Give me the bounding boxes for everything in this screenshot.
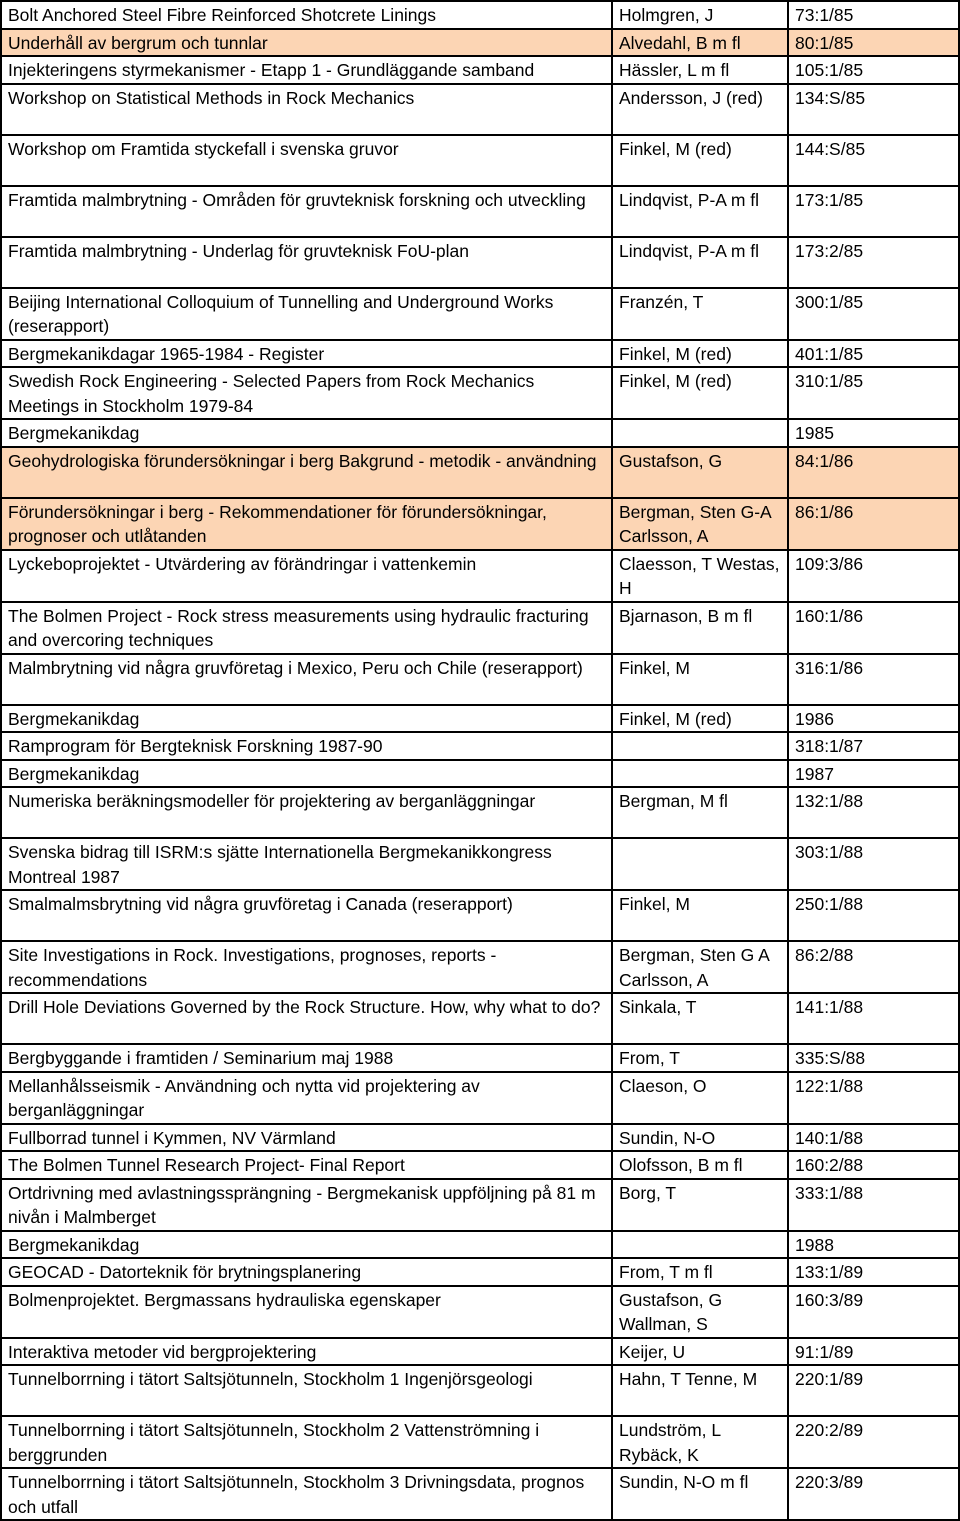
report-number-cell: 73:1/85	[788, 1, 959, 29]
report-title-cell: Tunnelborrning i tätort Saltsjötunneln, Stockholm 1 Ingenjörsgeologi	[1, 1365, 612, 1416]
report-title-cell: Smalmalmsbrytning vid några gruvföretag i Canada (reserapport)	[1, 890, 612, 941]
report-number-cell: 86:1/86	[788, 498, 959, 550]
report-title-cell: Ramprogram för Bergteknisk Forskning 1987-90	[1, 732, 612, 760]
report-number-cell: 105:1/85	[788, 56, 959, 84]
report-title-cell: Swedish Rock Engineering - Selected Papers from Rock Mechanics Meetings in Stockholm 1979-84	[1, 367, 612, 419]
report-title-cell: Bergbyggande i framtiden / Seminarium maj 1988	[1, 1044, 612, 1072]
table-row	[1, 340, 959, 368]
report-number-cell: 250:1/88	[788, 890, 959, 941]
report-number-cell: 141:1/88	[788, 993, 959, 1044]
report-number-cell: 84:1/86	[788, 447, 959, 498]
table-row	[1, 84, 959, 135]
report-author-cell: Finkel, M (red)	[612, 340, 788, 368]
report-number-cell: 335:S/88	[788, 1044, 959, 1072]
report-title-cell: Mellanhålsseismik - Användning och nytta vid projektering av berganläggningar	[1, 1072, 612, 1124]
report-number-cell: 109:3/86	[788, 550, 959, 602]
report-number-cell: 316:1/86	[788, 654, 959, 705]
report-author-cell: Claesson, T Westas, H	[612, 550, 788, 602]
report-number-cell: 91:1/89	[788, 1338, 959, 1366]
table-row	[1, 1, 959, 29]
report-title-cell: Geohydrologiska förundersökningar i berg Bakgrund - metodik - användning	[1, 447, 612, 498]
report-title-cell: Bolt Anchored Steel Fibre Reinforced Shotcrete Linings	[1, 1, 612, 29]
report-number-cell: 173:2/85	[788, 237, 959, 288]
table-row	[1, 1124, 959, 1152]
report-number-cell: 86:2/88	[788, 941, 959, 993]
report-number-cell: 80:1/85	[788, 29, 959, 57]
report-number-cell: 160:3/89	[788, 1286, 959, 1338]
table-row	[1, 419, 959, 447]
report-author-cell: Hässler, L m fl	[612, 56, 788, 84]
report-title-cell: Framtida malmbrytning - Områden för gruvteknisk forskning och utveckling	[1, 186, 612, 237]
report-number-cell: 160:2/88	[788, 1151, 959, 1179]
report-author-cell: Borg, T	[612, 1179, 788, 1231]
table-row	[1, 135, 959, 186]
report-title-cell: Bergmekanikdag	[1, 1231, 612, 1259]
report-author-cell: Finkel, M (red)	[612, 367, 788, 419]
report-author-cell	[612, 838, 788, 890]
report-author-cell	[612, 1231, 788, 1259]
table-row	[1, 1179, 959, 1231]
report-number-cell: 133:1/89	[788, 1258, 959, 1286]
report-number-cell: 173:1/85	[788, 186, 959, 237]
report-author-cell: Lindqvist, P-A m fl	[612, 237, 788, 288]
report-author-cell: Hahn, T Tenne, M	[612, 1365, 788, 1416]
report-author-cell: Sundin, N-O	[612, 1124, 788, 1152]
report-title-cell: The Bolmen Tunnel Research Project- Final Report	[1, 1151, 612, 1179]
table-row	[1, 1044, 959, 1072]
report-author-cell: Bjarnason, B m fl	[612, 602, 788, 654]
table-row	[1, 890, 959, 941]
report-author-cell: Sinkala, T	[612, 993, 788, 1044]
report-title-cell: Bergmekanikdag	[1, 760, 612, 788]
report-list-body	[1, 1, 959, 1520]
table-row	[1, 602, 959, 654]
report-title-cell: Bergmekanikdag	[1, 419, 612, 447]
report-title-cell: Site Investigations in Rock. Investigations, prognoses, reports - recommendations	[1, 941, 612, 993]
report-title-cell: Drill Hole Deviations Governed by the Rock Structure. How, why what to do?	[1, 993, 612, 1044]
report-title-cell: Underhåll av bergrum och tunnlar	[1, 29, 612, 57]
report-number-cell: 1988	[788, 1231, 959, 1259]
report-title-cell: Injekteringens styrmekanismer - Etapp 1 - Grundläggande samband	[1, 56, 612, 84]
report-title-cell: The Bolmen Project - Rock stress measurements using hydraulic fracturing and overcoring techniques	[1, 602, 612, 654]
table-row	[1, 1416, 959, 1468]
report-number-cell: 310:1/85	[788, 367, 959, 419]
table-row	[1, 705, 959, 733]
report-number-cell: 122:1/88	[788, 1072, 959, 1124]
table-row	[1, 1286, 959, 1338]
report-author-cell: Bergman, M fl	[612, 787, 788, 838]
report-number-cell: 144:S/85	[788, 135, 959, 186]
report-author-cell: Finkel, M (red)	[612, 135, 788, 186]
table-row	[1, 498, 959, 550]
report-author-cell: Gustafson, G	[612, 447, 788, 498]
report-number-cell: 134:S/85	[788, 84, 959, 135]
table-row	[1, 1231, 959, 1259]
report-number-cell: 300:1/85	[788, 288, 959, 340]
table-row	[1, 447, 959, 498]
report-number-cell: 303:1/88	[788, 838, 959, 890]
report-number-cell: 132:1/88	[788, 787, 959, 838]
report-author-cell: Finkel, M	[612, 654, 788, 705]
report-title-cell: Beijing International Colloquium of Tunnelling and Underground Works (reserapport)	[1, 288, 612, 340]
report-title-cell: Lyckeboprojektet - Utvärdering av förändringar i vattenkemin	[1, 550, 612, 602]
report-title-cell: Ortdrivning med avlastningssprängning - Bergmekanisk uppföljning på 81 m nivån i Malmberget	[1, 1179, 612, 1231]
report-author-cell: From, T	[612, 1044, 788, 1072]
report-number-cell: 318:1/87	[788, 732, 959, 760]
table-row	[1, 787, 959, 838]
report-author-cell: Bergman, Sten G-A Carlsson, A	[612, 498, 788, 550]
report-number-cell: 160:1/86	[788, 602, 959, 654]
table-row	[1, 838, 959, 890]
report-number-cell: 220:2/89	[788, 1416, 959, 1468]
table-row	[1, 367, 959, 419]
report-title-cell: Workshop om Framtida styckefall i svenska gruvor	[1, 135, 612, 186]
table-row	[1, 237, 959, 288]
report-title-cell: Workshop on Statistical Methods in Rock Mechanics	[1, 84, 612, 135]
report-title-cell: Fullborrad tunnel i Kymmen, NV Värmland	[1, 1124, 612, 1152]
report-number-cell: 1985	[788, 419, 959, 447]
report-title-cell: Svenska bidrag till ISRM:s sjätte Internationella Bergmekanikkongress Montreal 1987	[1, 838, 612, 890]
report-author-cell	[612, 732, 788, 760]
table-row	[1, 56, 959, 84]
report-author-cell: Finkel, M (red)	[612, 705, 788, 733]
table-row	[1, 1468, 959, 1520]
table-row	[1, 1258, 959, 1286]
report-author-cell	[612, 760, 788, 788]
report-author-cell: Lindqvist, P-A m fl	[612, 186, 788, 237]
report-author-cell: Gustafson, G Wallman, S	[612, 1286, 788, 1338]
report-title-cell: Bergmekanikdag	[1, 705, 612, 733]
table-row	[1, 941, 959, 993]
report-title-cell: Förundersökningar i berg - Rekommendationer för förundersökningar, prognoser och utlåtanden	[1, 498, 612, 550]
report-author-cell: Lundström, L Rybäck, K	[612, 1416, 788, 1468]
table-row	[1, 1072, 959, 1124]
report-author-cell: Olofsson, B m fl	[612, 1151, 788, 1179]
report-number-cell: 220:3/89	[788, 1468, 959, 1520]
report-title-cell: Bolmenprojektet. Bergmassans hydrauliska egenskaper	[1, 1286, 612, 1338]
report-author-cell: Andersson, J (red)	[612, 84, 788, 135]
report-title-cell: Numeriska beräkningsmodeller för projektering av berganläggningar	[1, 787, 612, 838]
table-row	[1, 288, 959, 340]
table-row	[1, 732, 959, 760]
report-author-cell: Keijer, U	[612, 1338, 788, 1366]
report-title-cell: Bergmekanikdagar 1965-1984 - Register	[1, 340, 612, 368]
report-number-cell: 401:1/85	[788, 340, 959, 368]
report-number-cell: 140:1/88	[788, 1124, 959, 1152]
report-author-cell: Alvedahl, B m fl	[612, 29, 788, 57]
report-author-cell: Claeson, O	[612, 1072, 788, 1124]
report-number-cell: 333:1/88	[788, 1179, 959, 1231]
report-number-cell: 220:1/89	[788, 1365, 959, 1416]
table-row	[1, 1365, 959, 1416]
table-row	[1, 993, 959, 1044]
report-title-cell: Malmbrytning vid några gruvföretag i Mexico, Peru och Chile (reserapport)	[1, 654, 612, 705]
table-row	[1, 654, 959, 705]
report-author-cell: Franzén, T	[612, 288, 788, 340]
report-author-cell: Bergman, Sten G A Carlsson, A	[612, 941, 788, 993]
table-row	[1, 760, 959, 788]
report-author-cell: Finkel, M	[612, 890, 788, 941]
table-row	[1, 1151, 959, 1179]
report-title-cell: Tunnelborrning i tätort Saltsjötunneln, Stockholm 3 Drivningsdata, prognos och utfall	[1, 1468, 612, 1520]
report-number-cell: 1987	[788, 760, 959, 788]
report-title-cell: Framtida malmbrytning - Underlag för gruvteknisk FoU-plan	[1, 237, 612, 288]
table-row	[1, 550, 959, 602]
report-author-cell: Holmgren, J	[612, 1, 788, 29]
table-row	[1, 186, 959, 237]
report-number-cell: 1986	[788, 705, 959, 733]
report-author-cell	[612, 419, 788, 447]
table-row	[1, 1338, 959, 1366]
table-row	[1, 29, 959, 57]
report-author-cell: From, T m fl	[612, 1258, 788, 1286]
report-title-cell: Interaktiva metoder vid bergprojektering	[1, 1338, 612, 1366]
report-title-cell: GEOCAD - Datorteknik för brytningsplanering	[1, 1258, 612, 1286]
report-title-cell: Tunnelborrning i tätort Saltsjötunneln, Stockholm 2 Vattenströmning i berggrunden	[1, 1416, 612, 1468]
report-author-cell: Sundin, N-O m fl	[612, 1468, 788, 1520]
